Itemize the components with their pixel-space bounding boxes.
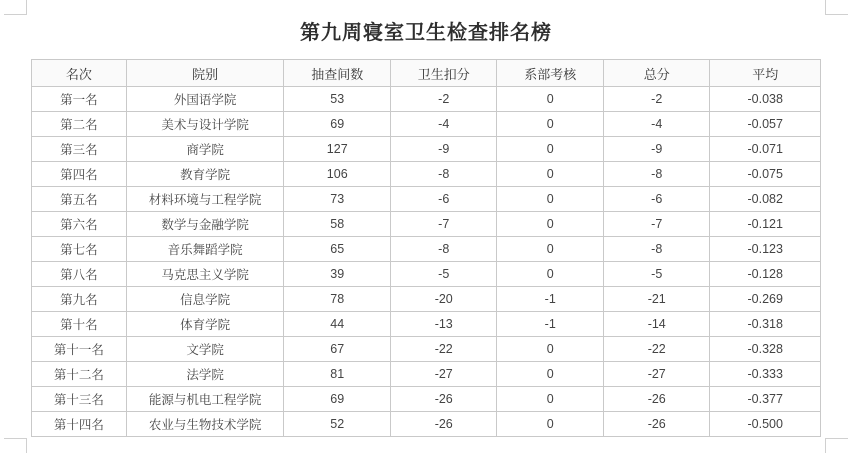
table-row xyxy=(32,412,821,437)
cell-department: 文学院 xyxy=(126,337,284,362)
cell-department: 数学与金融学院 xyxy=(126,212,284,237)
cell-value: 39 xyxy=(284,262,391,287)
column-header: 总分 xyxy=(603,60,710,87)
cell-rank: 第五名 xyxy=(32,187,127,212)
crop-mark-top-right xyxy=(825,0,848,15)
table-row xyxy=(32,237,821,262)
column-header: 卫生扣分 xyxy=(390,60,497,87)
column-header: 抽查间数 xyxy=(284,60,391,87)
crop-mark-bottom-left xyxy=(4,438,27,453)
cell-value: -13 xyxy=(390,312,497,337)
cell-value: -4 xyxy=(390,112,497,137)
cell-department: 教育学院 xyxy=(126,162,284,187)
cell-value: -8 xyxy=(603,162,710,187)
cell-value: 81 xyxy=(284,362,391,387)
crop-mark-bottom-right xyxy=(825,438,848,453)
cell-rank: 第四名 xyxy=(32,162,127,187)
cell-value: -26 xyxy=(603,412,710,437)
table-row xyxy=(32,362,821,387)
cell-value: -22 xyxy=(390,337,497,362)
cell-value: 73 xyxy=(284,187,391,212)
column-header: 名次 xyxy=(32,60,127,87)
cell-value: 65 xyxy=(284,237,391,262)
table-row xyxy=(32,137,821,162)
cell-department: 农业与生物技术学院 xyxy=(126,412,284,437)
cell-rank: 第八名 xyxy=(32,262,127,287)
cell-value: -22 xyxy=(603,337,710,362)
cell-value: -2 xyxy=(603,87,710,112)
cell-department: 信息学院 xyxy=(126,287,284,312)
cell-value: -0.123 xyxy=(710,237,821,262)
cell-value: 0 xyxy=(497,187,604,212)
cell-department: 体育学院 xyxy=(126,312,284,337)
cell-value: 106 xyxy=(284,162,391,187)
cell-value: -0.377 xyxy=(710,387,821,412)
cell-value: -0.075 xyxy=(710,162,821,187)
cell-rank: 第十一名 xyxy=(32,337,127,362)
cell-value: 0 xyxy=(497,387,604,412)
cell-value: -1 xyxy=(497,287,604,312)
cell-value: 0 xyxy=(497,237,604,262)
table-header-row xyxy=(32,60,821,87)
cell-value: -27 xyxy=(390,362,497,387)
table-row xyxy=(32,337,821,362)
cell-rank: 第十二名 xyxy=(32,362,127,387)
cell-value: -0.082 xyxy=(710,187,821,212)
cell-value: -0.500 xyxy=(710,412,821,437)
cell-rank: 第十三名 xyxy=(32,387,127,412)
table-row xyxy=(32,212,821,237)
cell-value: -27 xyxy=(603,362,710,387)
cell-value: -8 xyxy=(390,162,497,187)
cell-rank: 第二名 xyxy=(32,112,127,137)
cell-value: -0.269 xyxy=(710,287,821,312)
cell-value: 58 xyxy=(284,212,391,237)
cell-department: 外国语学院 xyxy=(126,87,284,112)
cell-value: -0.071 xyxy=(710,137,821,162)
cell-value: -9 xyxy=(603,137,710,162)
cell-department: 音乐舞蹈学院 xyxy=(126,237,284,262)
cell-value: -0.121 xyxy=(710,212,821,237)
ranking-table-container xyxy=(31,59,821,437)
cell-value: -26 xyxy=(390,412,497,437)
cell-value: -0.318 xyxy=(710,312,821,337)
table-row xyxy=(32,87,821,112)
column-header: 平均 xyxy=(710,60,821,87)
cell-value: 0 xyxy=(497,162,604,187)
cell-value: 127 xyxy=(284,137,391,162)
cell-value: 69 xyxy=(284,112,391,137)
cell-rank: 第九名 xyxy=(32,287,127,312)
cell-value: -0.328 xyxy=(710,337,821,362)
cell-department: 材料环境与工程学院 xyxy=(126,187,284,212)
table-row xyxy=(32,162,821,187)
cell-value: -14 xyxy=(603,312,710,337)
table-row xyxy=(32,387,821,412)
cell-value: 52 xyxy=(284,412,391,437)
cell-value: -4 xyxy=(603,112,710,137)
cell-value: -5 xyxy=(603,262,710,287)
cell-value: 0 xyxy=(497,412,604,437)
cell-value: -2 xyxy=(390,87,497,112)
cell-value: 69 xyxy=(284,387,391,412)
cell-value: -7 xyxy=(603,212,710,237)
cell-value: 0 xyxy=(497,337,604,362)
cell-department: 能源与机电工程学院 xyxy=(126,387,284,412)
cell-value: -8 xyxy=(390,237,497,262)
cell-rank: 第十四名 xyxy=(32,412,127,437)
cell-value: 0 xyxy=(497,87,604,112)
cell-value: 0 xyxy=(497,137,604,162)
cell-rank: 第七名 xyxy=(32,237,127,262)
cell-value: -20 xyxy=(390,287,497,312)
cell-value: -9 xyxy=(390,137,497,162)
crop-mark-top-left xyxy=(4,0,27,15)
cell-rank: 第三名 xyxy=(32,137,127,162)
cell-value: -8 xyxy=(603,237,710,262)
cell-value: -7 xyxy=(390,212,497,237)
cell-value: 44 xyxy=(284,312,391,337)
cell-value: -26 xyxy=(603,387,710,412)
table-row xyxy=(32,112,821,137)
cell-department: 马克思主义学院 xyxy=(126,262,284,287)
cell-value: -0.333 xyxy=(710,362,821,387)
cell-rank: 第六名 xyxy=(32,212,127,237)
table-row xyxy=(32,262,821,287)
ranking-table xyxy=(31,59,821,437)
cell-value: -0.038 xyxy=(710,87,821,112)
table-row xyxy=(32,312,821,337)
cell-department: 商学院 xyxy=(126,137,284,162)
cell-value: -21 xyxy=(603,287,710,312)
cell-value: -0.057 xyxy=(710,112,821,137)
cell-value: -0.128 xyxy=(710,262,821,287)
cell-value: 0 xyxy=(497,362,604,387)
cell-value: 67 xyxy=(284,337,391,362)
cell-value: 78 xyxy=(284,287,391,312)
cell-value: 53 xyxy=(284,87,391,112)
column-header: 系部考核 xyxy=(497,60,604,87)
cell-rank: 第十名 xyxy=(32,312,127,337)
cell-value: -1 xyxy=(497,312,604,337)
cell-value: -5 xyxy=(390,262,497,287)
cell-department: 美术与设计学院 xyxy=(126,112,284,137)
table-row xyxy=(32,287,821,312)
page-title: 第九周寝室卫生检查排名榜 xyxy=(300,22,552,44)
cell-value: -26 xyxy=(390,387,497,412)
column-header: 院别 xyxy=(126,60,284,87)
cell-rank: 第一名 xyxy=(32,87,127,112)
table-row xyxy=(32,187,821,212)
cell-value: 0 xyxy=(497,262,604,287)
cell-department: 法学院 xyxy=(126,362,284,387)
cell-value: -6 xyxy=(390,187,497,212)
cell-value: 0 xyxy=(497,212,604,237)
cell-value: 0 xyxy=(497,112,604,137)
cell-value: -6 xyxy=(603,187,710,212)
